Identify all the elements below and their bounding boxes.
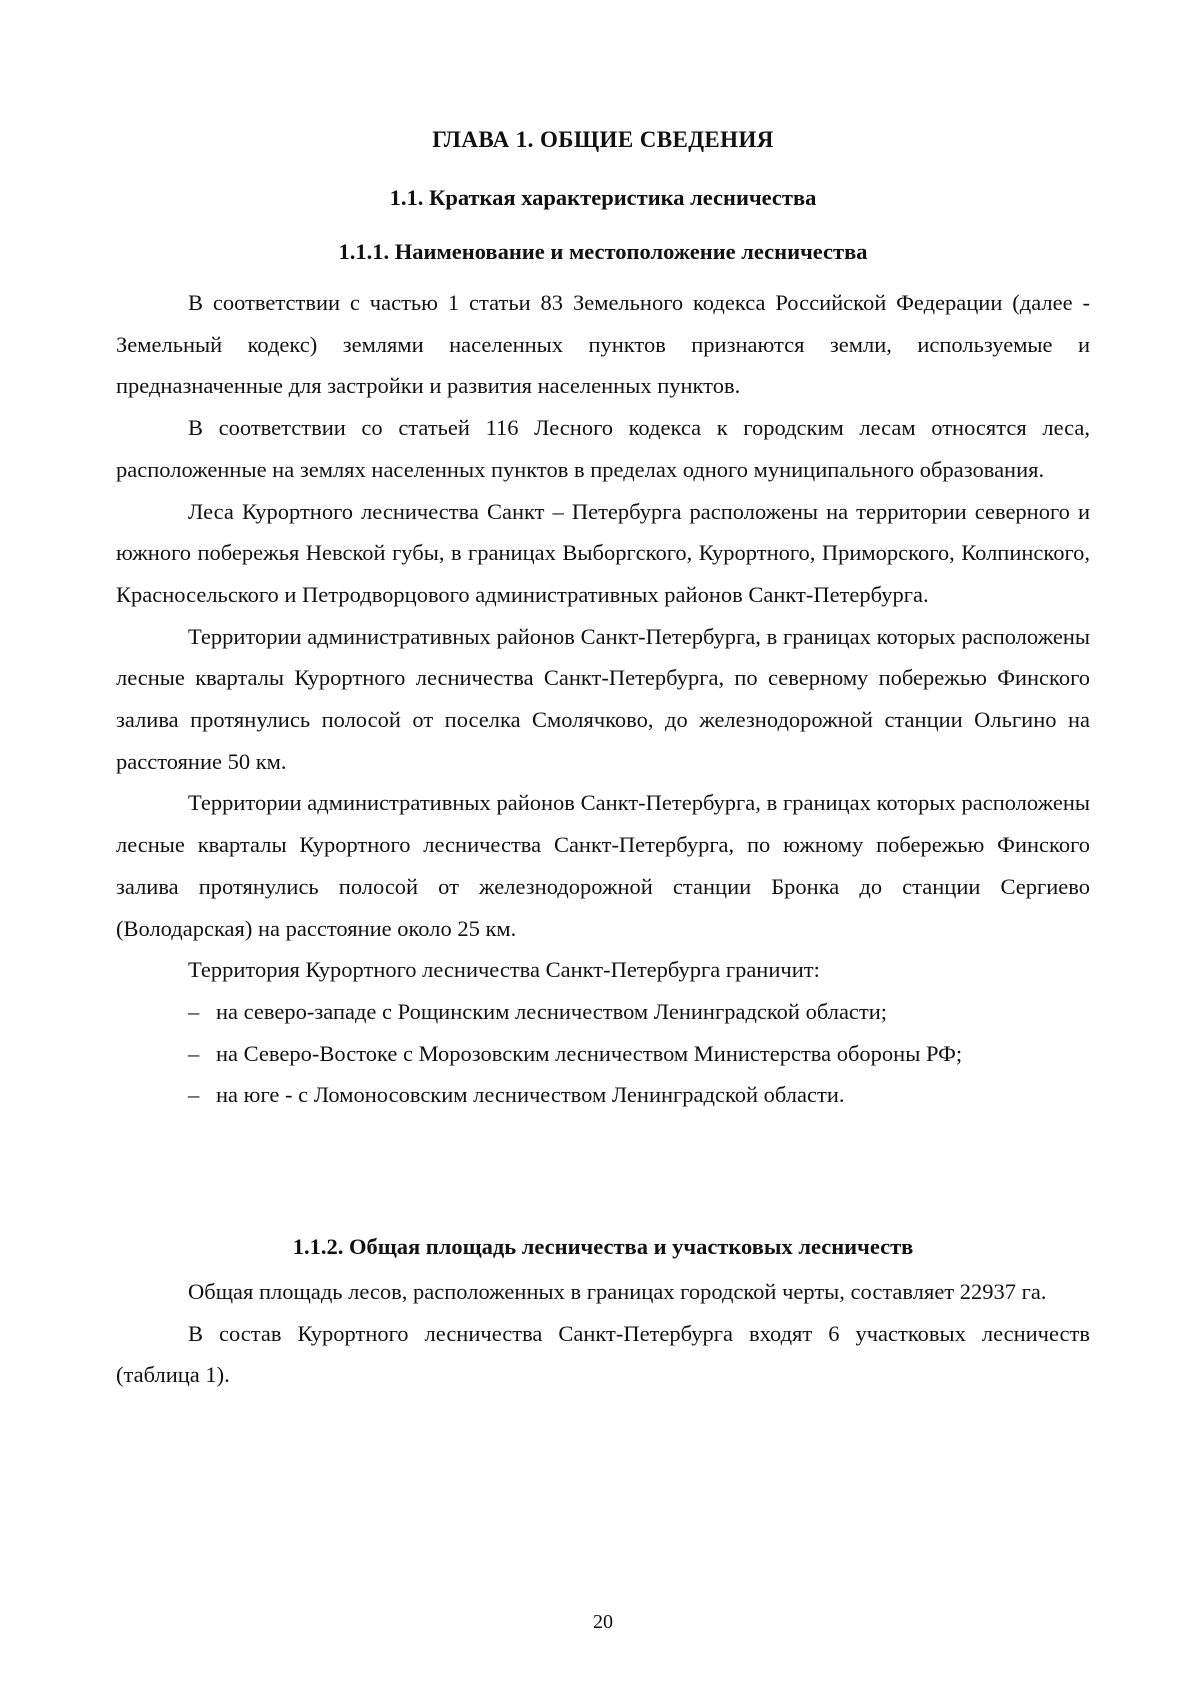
list-marker: – [188,998,200,1024]
paragraph: Леса Курортного лесничества Санкт – Петербурга расположены на территории северного и южного побережья Невской губы, в границах Выборгского, Курортного, Приморского, Колпинского, Красносельского и Петродворцового административных районов Санкт-Петербурга. [116,498,1090,607]
chapter-title: ГЛАВА 1. ОБЩИЕ СВЕДЕНИЯ [432,127,774,152]
list-item-text: на северо-западе с Рощинским лесничеством Ленинградской области; [216,998,888,1024]
paragraph: Территории административных районов Санкт-Петербурга, в границах которых расположены лесные кварталы Курортного лесничества Санкт-Петербурга, по южному побережью Финского залива протянулись полосой от железнодорожной станции Бронка до станции Сергиево (Володарская) на расстояние около 25 км. [116,790,1090,941]
section-1-1-2-body [116,1271,1090,1396]
list-item-text: на Северо-Востоке с Морозовским лесничеством Министерства обороны РФ; [216,1040,963,1066]
section-1-1-1-body [116,282,1090,1116]
section-heading-1-1: 1.1. Краткая характеристика лесничества [389,185,817,210]
paragraph: Территории административных районов Санкт-Петербурга, в границах которых расположены лесные кварталы Курортного лесничества Санкт-Петербурга, по северному побережью Финского залива протянулись полосой от поселка Смолячково, до железнодорожной станции Ольгино на расстояние 50 км. [116,623,1090,774]
paragraph: В состав Курортного лесничества Санкт-Петербурга входят 6 участковых лесничеств (таблица 1). [116,1320,1090,1388]
paragraph: В соответствии со статьей 116 Лесного кодекса к городским лесам относятся леса, расположенные на землях населенных пунктов в пределах одного муниципального образования. [116,415,1090,482]
list-item [116,1074,1090,1116]
list-marker: – [188,1082,200,1108]
list-marker: – [188,1040,200,1066]
document-page [116,0,1090,1697]
paragraph: В соответствии с частью 1 статьи 83 Земельного кодекса Российской Федерации (далее - Земельный кодекс) землями населенных пунктов признаются земли, используемые и предназначенные для застройки и развития населенных пунктов. [116,290,1090,399]
list-item [116,1033,1090,1075]
section-heading-1-1-1: 1.1.1. Наименование и местоположение лесничества [338,239,868,264]
section-heading-1-1-2: 1.1.2. Общая площадь лесничества и участковых лесничеств [292,1234,914,1259]
list-item-text: на юге - с Ломоносовским лесничеством Ленинградской области. [216,1082,845,1108]
paragraph: Территория Курортного лесничества Санкт-Петербурга граничит: [188,957,820,983]
list-item [116,991,1090,1033]
borders-list [116,991,1090,1116]
paragraph: Общая площадь лесов, расположенных в границах городской черты, составляет 22937 га. [188,1279,1047,1304]
page-number: 20 [593,1611,613,1633]
